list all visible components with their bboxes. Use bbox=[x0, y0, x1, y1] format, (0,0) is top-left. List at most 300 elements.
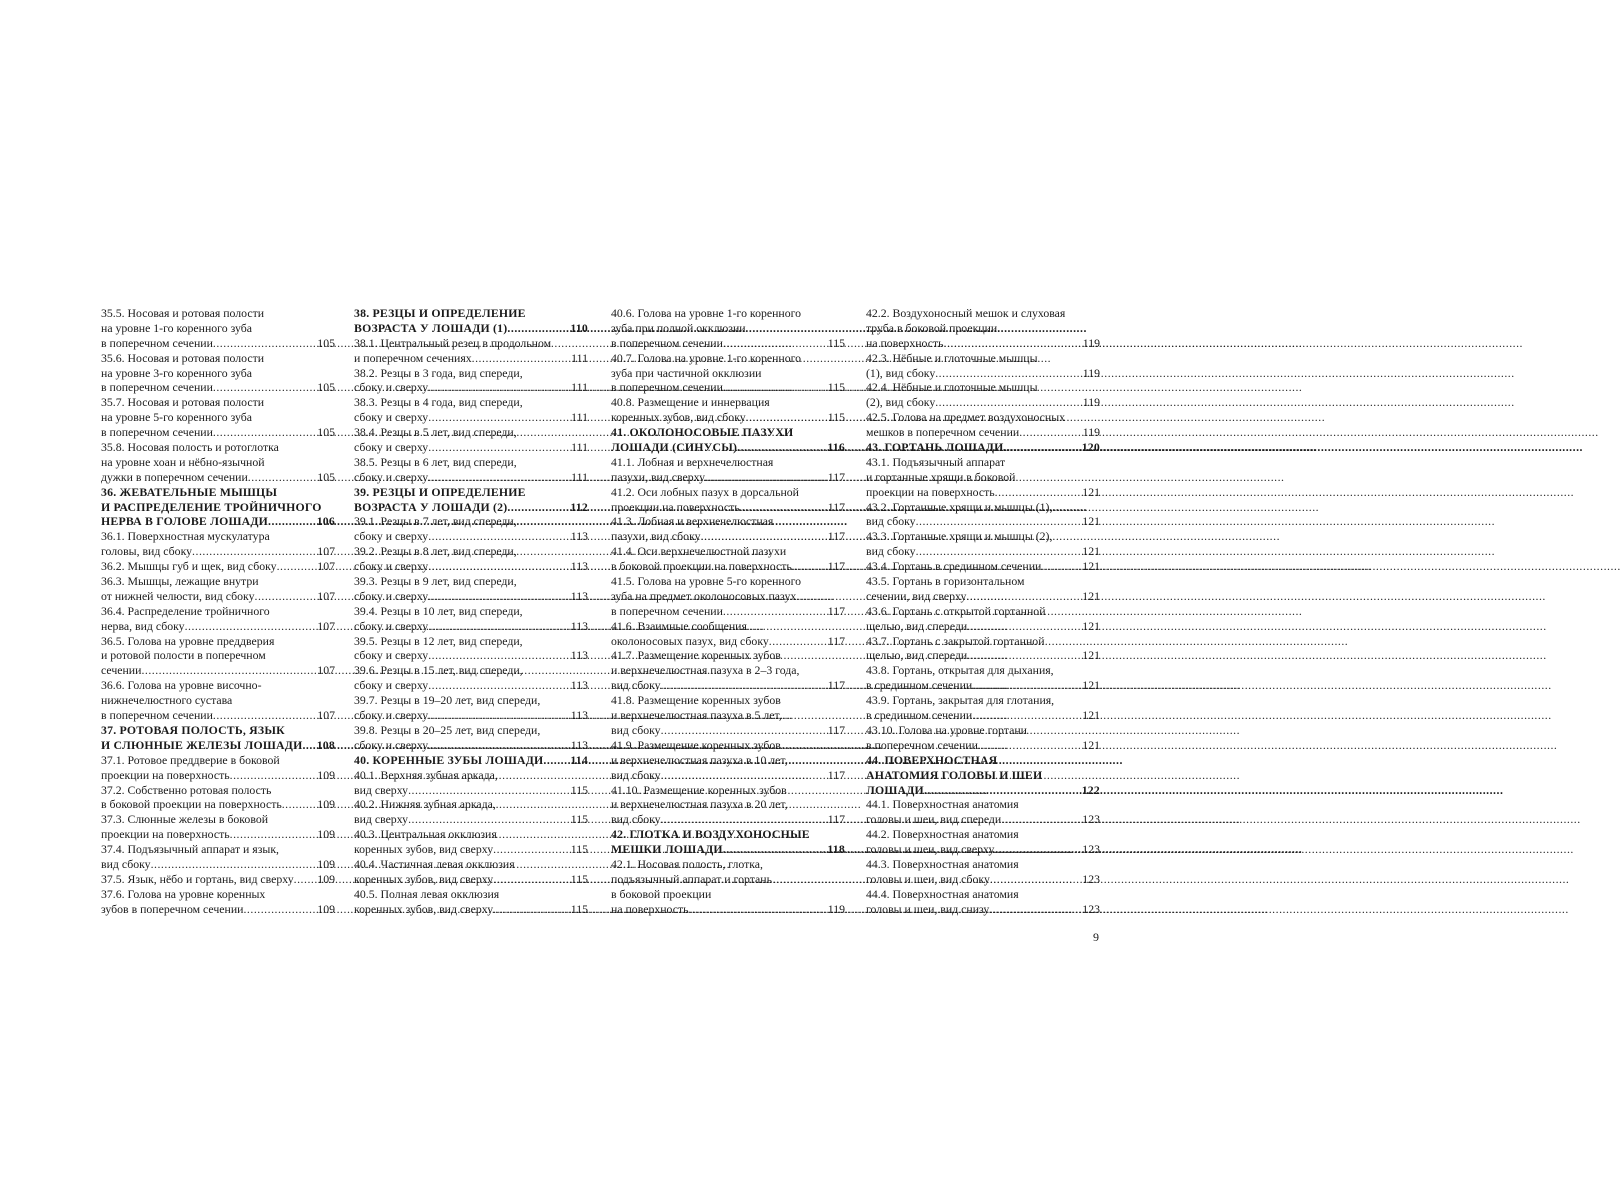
toc-entry-text: головы, вид сбоку bbox=[101, 544, 193, 559]
toc-entry-text: (2), вид сбоку bbox=[866, 395, 936, 410]
toc-entry-last-line bbox=[101, 544, 335, 559]
toc-entry-text: в срединном сечении bbox=[866, 708, 973, 723]
toc-entry-last-line bbox=[866, 902, 1100, 917]
dot-leader bbox=[689, 902, 826, 917]
toc-entry-line bbox=[866, 321, 1100, 336]
toc-entry-text: 43.2. Гортанные хрящи и мышцы (1), bbox=[866, 499, 1053, 514]
toc-entry-text: сбоку и сверху bbox=[354, 588, 429, 603]
toc-entry bbox=[611, 514, 845, 544]
toc-entry-last-line bbox=[101, 336, 335, 351]
toc-entry-text: 40. КОРЕННЫЕ ЗУБЫ ЛОШАДИ bbox=[354, 752, 544, 767]
toc-entry bbox=[354, 336, 588, 366]
toc-entry-text: сбоку и сверху bbox=[354, 469, 429, 484]
toc-entry-line bbox=[101, 648, 335, 663]
toc-entry-text: в поперечном сечении bbox=[101, 708, 213, 723]
toc-entry-line bbox=[354, 693, 588, 708]
toc-entry bbox=[611, 455, 845, 485]
toc-entry-text: ЛОШАДИ bbox=[866, 782, 924, 797]
toc-entry-last-line bbox=[866, 336, 1100, 351]
toc-page-number: 117 bbox=[827, 722, 845, 737]
toc-page-number: 110 bbox=[570, 320, 588, 335]
dot-leader bbox=[428, 410, 569, 425]
dot-leader bbox=[1041, 559, 1080, 574]
toc-entry bbox=[354, 693, 588, 723]
toc-entry-text: 38.1. Центральный резец в продольном bbox=[354, 335, 552, 350]
toc-entry-line bbox=[101, 410, 335, 425]
toc-entry-text: 39.3. Резцы в 9 лет, вид спереди, bbox=[354, 574, 517, 589]
toc-entry-line bbox=[354, 887, 588, 902]
toc-entry-text: 43.7. Гортань с закрытой гортанной bbox=[866, 633, 1045, 648]
toc-entry-line bbox=[354, 663, 588, 678]
toc-entry-last-line bbox=[101, 768, 335, 783]
toc-entry bbox=[611, 544, 845, 574]
toc-entry-text: 39.2. Резцы в 8 лет, вид спереди, bbox=[354, 544, 517, 559]
toc-entry-line bbox=[101, 723, 335, 738]
toc-entry-line bbox=[611, 663, 845, 678]
toc-entry-last-line bbox=[866, 544, 1100, 559]
toc-entry bbox=[611, 351, 845, 396]
toc-page-number: 107 bbox=[317, 559, 335, 574]
toc-entry-last-line bbox=[101, 857, 335, 872]
toc-entry bbox=[354, 455, 588, 485]
toc-entry-text: 38. РЕЗЦЫ И ОПРЕДЕЛЕНИЕ bbox=[354, 306, 526, 320]
toc-entry-text: вид сбоку bbox=[101, 856, 151, 871]
toc-entry-last-line bbox=[354, 753, 588, 768]
toc-entry-text: нерва, вид сбоку bbox=[101, 618, 185, 633]
dot-leader bbox=[989, 902, 1080, 917]
toc-entry bbox=[866, 634, 1100, 664]
toc-entry-text: в поперечном сечении bbox=[866, 737, 978, 752]
toc-entry-line bbox=[866, 470, 1100, 485]
toc-page-number: 105 bbox=[317, 335, 335, 350]
toc-page-number: 122 bbox=[1081, 782, 1100, 797]
toc-entry-text: головы и шеи, вид снизу bbox=[866, 901, 990, 916]
dot-leader bbox=[994, 842, 1080, 857]
toc-entry-text: 36.1. Поверхностная мускулатура bbox=[101, 529, 270, 544]
toc-column-2 bbox=[354, 306, 588, 917]
toc-page-number: 115 bbox=[827, 410, 845, 425]
toc-entry-line bbox=[354, 797, 588, 812]
dot-leader bbox=[213, 336, 315, 351]
toc-entry-text: 40.8. Размещение и иннервация bbox=[611, 395, 770, 410]
toc-entry-last-line bbox=[611, 604, 845, 619]
toc-page-number: 121 bbox=[1082, 484, 1100, 499]
toc-entry-last-line bbox=[611, 410, 845, 425]
toc-entry-text: 38.2. Резцы в 3 года, вид спереди, bbox=[354, 365, 523, 380]
toc-entry bbox=[354, 634, 588, 664]
toc-page-number: 113 bbox=[570, 737, 588, 752]
dot-leader bbox=[277, 559, 316, 574]
dot-leader bbox=[1004, 440, 1080, 455]
dot-leader bbox=[967, 648, 1080, 663]
dot-leader bbox=[493, 872, 569, 887]
toc-entry-line bbox=[611, 351, 845, 366]
dot-leader bbox=[723, 336, 826, 351]
toc-entry-text: сбоку и сверху bbox=[354, 678, 429, 693]
toc-entry bbox=[354, 366, 588, 396]
toc-entry-line bbox=[611, 693, 845, 708]
toc-entry-text: щелью, вид спереди bbox=[866, 648, 968, 663]
toc-entry-last-line bbox=[101, 663, 335, 678]
toc-entry-text: околоносовых пазух, вид сбоку bbox=[611, 633, 769, 648]
toc-entry bbox=[354, 827, 588, 857]
toc-entry-text: сбоку и сверху bbox=[354, 440, 429, 455]
dot-leader bbox=[746, 410, 826, 425]
toc-entry-text: 43.1. Подъязычный аппарат bbox=[866, 454, 1006, 469]
toc-entry bbox=[354, 604, 588, 634]
toc-entry-text: на уровне 3-го коренного зуба bbox=[101, 365, 252, 380]
toc-entry-text: 43.4. Гортань в срединном сечении bbox=[866, 559, 1042, 574]
toc-entry-last-line bbox=[866, 619, 1100, 634]
toc-entry-text: 40.4. Частичная левая окклюзия bbox=[354, 856, 515, 871]
toc-entry-text: 38.3. Резцы в 4 года, вид спереди, bbox=[354, 395, 523, 410]
toc-page-number: 109 bbox=[317, 767, 335, 782]
dot-leader bbox=[924, 783, 1080, 798]
toc-entry-text: сбоку и сверху bbox=[354, 380, 429, 395]
toc-entry-line bbox=[101, 366, 335, 381]
toc-entry-text: вид сбоку bbox=[611, 722, 661, 737]
toc-entry-line bbox=[354, 544, 588, 559]
toc-entry-last-line bbox=[354, 783, 588, 798]
dot-leader bbox=[966, 589, 1080, 604]
dot-leader bbox=[737, 440, 825, 455]
toc-entry bbox=[866, 351, 1100, 381]
toc-entry-last-line bbox=[101, 589, 335, 604]
toc-page-number: 105 bbox=[317, 380, 335, 395]
toc-entry-last-line bbox=[354, 678, 588, 693]
toc-page-number: 107 bbox=[317, 544, 335, 559]
toc-entry-line bbox=[101, 604, 335, 619]
toc-entry-text: 43.9. Гортань, закрытая для глотания, bbox=[866, 693, 1055, 708]
toc-entry-text: в поперечном сечении bbox=[101, 425, 213, 440]
toc-entry-last-line bbox=[101, 514, 335, 529]
toc-entry-last-line bbox=[354, 872, 588, 887]
toc-entry-line bbox=[866, 887, 1100, 902]
toc-entry-last-line bbox=[354, 589, 588, 604]
dot-leader bbox=[723, 604, 826, 619]
toc-entry bbox=[101, 351, 335, 396]
toc-page-number: 111 bbox=[571, 350, 588, 365]
toc-entry-line bbox=[354, 366, 588, 381]
toc-entry-last-line bbox=[611, 842, 845, 857]
dot-leader bbox=[705, 470, 826, 485]
toc-entry-line bbox=[611, 425, 845, 440]
toc-entry-line bbox=[101, 842, 335, 857]
toc-entry-text: в поперечном сечении bbox=[611, 603, 723, 618]
toc-entry-text: 44. ПОВЕРХНОСТНАЯ bbox=[866, 752, 998, 767]
toc-entry bbox=[611, 783, 845, 828]
dot-leader bbox=[916, 544, 1081, 559]
toc-page-number: 117 bbox=[827, 812, 845, 827]
toc-page-number: 123 bbox=[1082, 871, 1100, 886]
toc-entry-text: 39.7. Резцы в 19–20 лет, вид спереди, bbox=[354, 693, 541, 708]
toc-entry-line bbox=[354, 425, 588, 440]
toc-entry bbox=[101, 678, 335, 723]
toc-section-heading bbox=[354, 306, 588, 336]
toc-entry-last-line bbox=[866, 812, 1100, 827]
toc-entry-text: щелью, вид спереди bbox=[866, 618, 968, 633]
dot-leader bbox=[428, 529, 569, 544]
dot-leader bbox=[661, 812, 826, 827]
dot-leader bbox=[472, 351, 570, 366]
dot-leader bbox=[243, 902, 315, 917]
toc-entry-text: 41.9. Размещение коренных зубов bbox=[611, 737, 781, 752]
toc-entry-line bbox=[866, 723, 1100, 738]
dot-leader bbox=[282, 797, 316, 812]
toc-entry-text: сечении, вид сверху bbox=[866, 588, 967, 603]
toc-entry-line bbox=[354, 604, 588, 619]
toc-entry bbox=[101, 529, 335, 559]
toc-entry bbox=[101, 872, 335, 887]
toc-entry-line bbox=[866, 753, 1100, 768]
toc-entry-text: 44.3. Поверхностная анатомия bbox=[866, 856, 1019, 871]
toc-entry-text: 37. РОТОВАЯ ПОЛОСТЬ, ЯЗЫК bbox=[101, 722, 285, 737]
toc-entry-text: сбоку и сверху bbox=[354, 529, 429, 544]
dot-leader bbox=[428, 708, 569, 723]
toc-column-1 bbox=[101, 306, 335, 917]
toc-entry-text: 36.4. Распределение тройничного bbox=[101, 603, 270, 618]
toc-entry-line bbox=[354, 306, 588, 321]
dot-leader bbox=[294, 872, 316, 887]
toc-entry-text: 41.1. Лобная и верхнечелюстная bbox=[611, 454, 774, 469]
toc-entry-line bbox=[354, 514, 588, 529]
toc-entry-last-line bbox=[354, 708, 588, 723]
dot-leader bbox=[213, 708, 315, 723]
toc-entry-text: 36.3. Мышцы, лежащие внутри bbox=[101, 574, 259, 589]
toc-entry-text: МЕШКИ ЛОШАДИ bbox=[611, 842, 723, 857]
dot-leader bbox=[428, 678, 569, 693]
toc-entry-last-line bbox=[101, 872, 335, 887]
toc-entry-text: вид сбоку bbox=[611, 767, 661, 782]
toc-entry-last-line bbox=[611, 902, 845, 917]
toc-entry-text: (1), вид сбоку bbox=[866, 365, 936, 380]
dot-leader bbox=[543, 753, 568, 768]
toc-entry-line bbox=[866, 693, 1100, 708]
toc-page-number: 119 bbox=[827, 901, 845, 916]
toc-entry-line bbox=[866, 306, 1100, 321]
toc-entry-last-line bbox=[866, 425, 1100, 440]
toc-entry-last-line bbox=[354, 738, 588, 753]
dot-leader bbox=[769, 634, 826, 649]
toc-entry-last-line bbox=[101, 738, 335, 753]
toc-page-number: 113 bbox=[570, 588, 588, 603]
toc-entry-text: 42.5. Голова на предмет воздухоносных bbox=[866, 410, 1066, 425]
dot-leader bbox=[185, 619, 316, 634]
dot-leader bbox=[978, 738, 1080, 753]
toc-entry-text: и верхнечелюстная пазуха в 2–3 года, bbox=[611, 663, 800, 678]
toc-entry-text: и гортанные хрящи в боковой bbox=[866, 469, 1016, 484]
toc-page-number: 115 bbox=[827, 335, 845, 350]
toc-entry-text: 36.5. Голова на уровне преддверия bbox=[101, 633, 275, 648]
toc-entry-line bbox=[101, 500, 335, 515]
toc-page-number: 119 bbox=[1082, 365, 1100, 380]
toc-entry-text: 44.2. Поверхностная анатомия bbox=[866, 827, 1019, 842]
toc-entry bbox=[354, 768, 588, 798]
toc-page-number: 114 bbox=[570, 752, 588, 767]
toc-entry-last-line bbox=[354, 351, 588, 366]
toc-entry-line bbox=[354, 336, 588, 351]
toc-page-number: 117 bbox=[827, 499, 845, 514]
toc-entry-line bbox=[354, 768, 588, 783]
toc-entry-text: 42.4. Нёбные и глоточные мышцы bbox=[866, 380, 1038, 395]
toc-entry-text: 41. ОКОЛОНОСОВЫЕ ПАЗУХИ bbox=[611, 425, 794, 440]
toc-entry-text: ВОЗРАСТА У ЛОШАДИ (2) bbox=[354, 499, 508, 514]
dot-leader bbox=[990, 872, 1080, 887]
dot-leader bbox=[1001, 812, 1080, 827]
toc-entry-last-line bbox=[611, 380, 845, 395]
toc-entry-text: 41.7. Размещение коренных зубов bbox=[611, 648, 781, 663]
toc-page-number: 121 bbox=[1082, 678, 1100, 693]
toc-entry-text: 43. ГОРТАНЬ ЛОШАДИ bbox=[866, 440, 1004, 455]
toc-entry bbox=[101, 559, 335, 574]
dot-leader bbox=[723, 842, 826, 857]
toc-entry-line bbox=[354, 485, 588, 500]
toc-entry-last-line bbox=[611, 500, 845, 515]
toc-entry-text: и верхнечелюстная пазуха в 20 лет, bbox=[611, 797, 788, 812]
toc-page-number: 109 bbox=[317, 856, 335, 871]
toc-entry-text: зуба на предмет околоносовых пазух bbox=[611, 588, 797, 603]
toc-entry bbox=[866, 723, 1100, 753]
dot-leader bbox=[493, 842, 569, 857]
toc-entry-last-line bbox=[866, 738, 1100, 753]
toc-entry-line bbox=[866, 663, 1100, 678]
toc-page-number: 123 bbox=[1082, 842, 1100, 857]
dot-leader bbox=[723, 380, 826, 395]
toc-entry-text: 41.3. Лобная и верхнечелюстная bbox=[611, 514, 774, 529]
dot-leader bbox=[493, 902, 569, 917]
toc-entry-last-line bbox=[354, 529, 588, 544]
toc-entry-text: 35.6. Носовая и ротовая полости bbox=[101, 350, 265, 365]
toc-entry-line bbox=[354, 574, 588, 589]
dot-leader bbox=[792, 559, 826, 574]
toc-entry bbox=[101, 634, 335, 679]
toc-page-number: 111 bbox=[571, 380, 588, 395]
toc-page-number: 109 bbox=[317, 827, 335, 842]
toc-page-number: 115 bbox=[827, 380, 845, 395]
toc-entry bbox=[866, 827, 1100, 857]
toc-entry bbox=[866, 857, 1100, 887]
dot-leader bbox=[213, 425, 315, 440]
toc-entry bbox=[866, 559, 1100, 574]
toc-entry-line bbox=[611, 797, 845, 812]
toc-entry-text: 41.10. Размещение коренных зубов bbox=[611, 782, 787, 797]
toc-entry-text: мешков в поперечном сечении bbox=[866, 425, 1020, 440]
toc-entry-text: 39.4. Резцы в 10 лет, вид спереди, bbox=[354, 603, 523, 618]
toc-entry-line bbox=[611, 708, 845, 723]
toc-entry-text: на поверхность bbox=[611, 901, 689, 916]
toc-entry-last-line bbox=[611, 529, 845, 544]
toc-entry-last-line bbox=[611, 723, 845, 738]
toc-entry-text: вид сверху bbox=[354, 782, 409, 797]
toc-entry-last-line bbox=[866, 514, 1100, 529]
toc-entry bbox=[354, 857, 588, 887]
toc-entry-text: в срединном сечении bbox=[866, 678, 973, 693]
toc-entry-text: 43.6. Гортань с открытой гортанной bbox=[866, 603, 1046, 618]
toc-entry bbox=[354, 395, 588, 425]
dot-leader bbox=[967, 619, 1080, 634]
toc-entry-last-line bbox=[354, 902, 588, 917]
toc-entry-text: зубов в поперечном сечении bbox=[101, 901, 244, 916]
toc-page-number: 117 bbox=[827, 469, 845, 484]
dot-leader bbox=[428, 380, 569, 395]
toc-entry-line bbox=[866, 380, 1100, 395]
toc-entry-text: 42.3. Нёбные и глоточные мышцы bbox=[866, 350, 1038, 365]
toc-entry-last-line bbox=[354, 500, 588, 515]
toc-entry-text: подъязычный аппарат и гортань bbox=[611, 871, 772, 886]
toc-entry-text: вид сбоку bbox=[866, 544, 916, 559]
toc-entry-last-line bbox=[611, 559, 845, 574]
dot-leader bbox=[428, 589, 569, 604]
toc-entry-text: 41.6. Взаимные сообщения bbox=[611, 618, 747, 633]
toc-page-number: 113 bbox=[570, 708, 588, 723]
toc-entry-last-line bbox=[101, 559, 335, 574]
toc-page-number: 106 bbox=[316, 514, 335, 529]
toc-entry-line bbox=[866, 500, 1100, 515]
toc-section-heading bbox=[101, 723, 335, 753]
toc-entry-text: в поперечном сечении bbox=[611, 380, 723, 395]
toc-page-number: 123 bbox=[1082, 901, 1100, 916]
toc-entry-text: проекции на поверхность bbox=[611, 499, 740, 514]
toc-entry-text: коренных зубов, вид сверху bbox=[354, 901, 494, 916]
toc-entry-text: И СЛЮННЫЕ ЖЕЛЕЗЫ ЛОШАДИ bbox=[101, 737, 303, 752]
toc-entry-text: пазухи, вид сбоку bbox=[611, 529, 701, 544]
toc-entry-line bbox=[611, 455, 845, 470]
toc-page-number: 119 bbox=[1082, 395, 1100, 410]
toc-page-number: 112 bbox=[570, 499, 588, 514]
dot-leader bbox=[248, 470, 316, 485]
toc-entry-text: 41.4. Оси верхнечелюстной пазухи bbox=[611, 544, 787, 559]
toc-entry-text: в боковой проекции bbox=[611, 886, 712, 901]
toc-page-number: 118 bbox=[827, 842, 845, 857]
toc-entry-line bbox=[866, 634, 1100, 649]
toc-entry-text: и ротовой полости в поперечном bbox=[101, 648, 266, 663]
toc-entry-text: 37.2. Собственно ротовая полость bbox=[101, 782, 272, 797]
toc-entry bbox=[866, 380, 1100, 410]
toc-entry-text: вид сбоку bbox=[611, 678, 661, 693]
toc-entry-line bbox=[611, 574, 845, 589]
toc-entry-line bbox=[866, 604, 1100, 619]
dot-leader bbox=[507, 321, 568, 336]
toc-entry-text: 43.3. Гортанные хрящи и мышцы (2), bbox=[866, 529, 1053, 544]
toc-page-number: 119 bbox=[1082, 425, 1100, 440]
toc-entry-last-line bbox=[611, 440, 845, 455]
toc-entry-text: ЛОШАДИ (СИНУСЫ) bbox=[611, 440, 738, 455]
toc-entry-line bbox=[611, 485, 845, 500]
toc-entry-text: 41.8. Размещение коренных зубов bbox=[611, 693, 781, 708]
toc-entry-last-line bbox=[866, 678, 1100, 693]
toc-page-number: 121 bbox=[1082, 708, 1100, 723]
toc-entry-text: дужки в поперечном сечении bbox=[101, 469, 248, 484]
toc-entry-text: нижнечелюстного сустава bbox=[101, 693, 233, 708]
toc-page-number: 121 bbox=[1082, 588, 1100, 603]
toc-entry-text: и поперечном сечениях bbox=[354, 350, 472, 365]
toc-entry-text: 43.8. Гортань, открытая для дыхания, bbox=[866, 663, 1054, 678]
toc-page-number: 121 bbox=[1082, 648, 1100, 663]
toc-entry-last-line bbox=[101, 708, 335, 723]
dot-leader bbox=[230, 827, 316, 842]
dot-leader bbox=[268, 514, 315, 529]
toc-entry-line bbox=[611, 514, 845, 529]
toc-entry-last-line bbox=[866, 589, 1100, 604]
toc-entry-text: сечении bbox=[101, 663, 142, 678]
toc-entry-text: И РАСПРЕДЕЛЕНИЕ ТРОЙНИЧНОГО bbox=[101, 499, 322, 514]
toc-entry-text: 44.4. Поверхностная анатомия bbox=[866, 886, 1019, 901]
toc-page-number: 113 bbox=[570, 618, 588, 633]
toc-entry bbox=[354, 425, 588, 455]
toc-entry-line bbox=[611, 887, 845, 902]
toc-page-number: 117 bbox=[827, 633, 845, 648]
toc-entry bbox=[611, 574, 845, 619]
